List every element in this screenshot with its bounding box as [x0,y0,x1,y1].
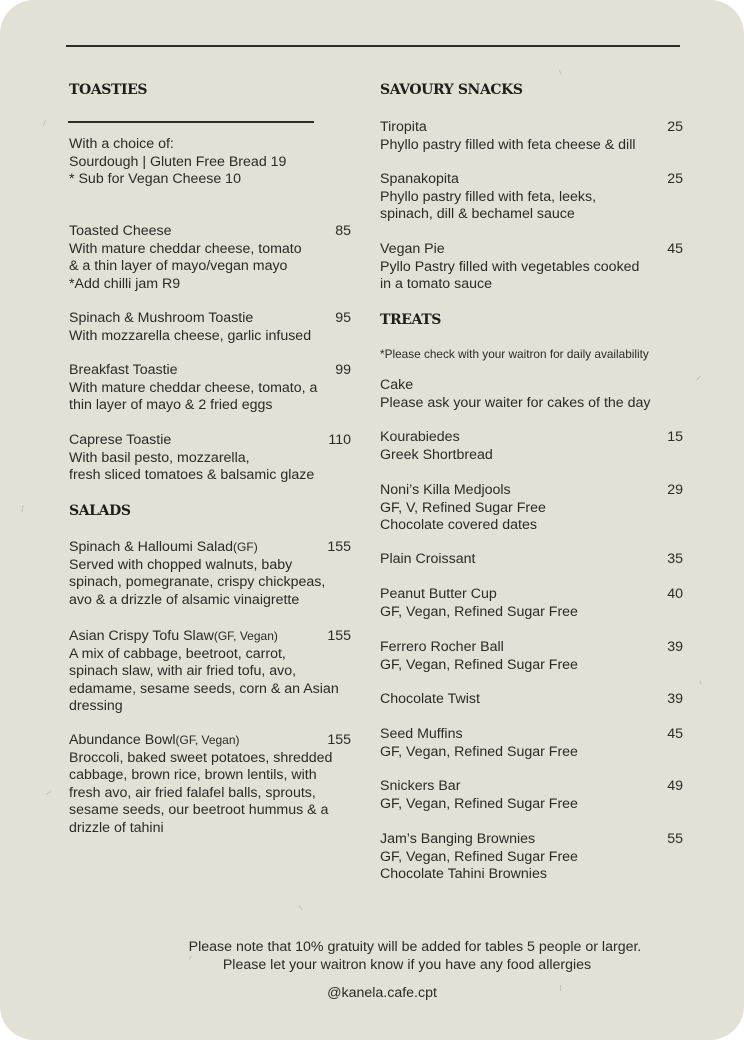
item-price: 29 [667,482,683,498]
item-price: 110 [328,432,351,448]
item-desc: spinach slaw, with air fried tofu, avo, [69,663,297,679]
item-price: 39 [667,691,683,707]
treats-heading: TREATS [380,312,441,328]
item-price: 25 [667,119,683,135]
salads-heading: SALADS [69,503,131,519]
toasties-rule [68,121,314,123]
item-name: Breakfast Toastie [69,362,178,378]
item-desc: *Add chilli jam R9 [69,275,181,292]
item-desc: Phyllo pastry filled with feta cheese & dill [380,136,636,153]
item-desc: sesame seeds, our beetroot hummus & a [69,802,329,818]
item-name: Seed Muffins [380,726,463,742]
item-name: Cake [380,377,414,393]
item-desc: Phyllo pastry filled with feta, leeks, [380,188,597,205]
paper-fleck [46,791,52,795]
item-desc: With mature cheddar cheese, tomato [69,240,302,257]
item-price: 155 [327,732,351,748]
item-name: Spanakopita [380,171,459,187]
menu-item [380,586,683,621]
item-name: Peanut Butter Cup [380,586,497,602]
item-price: 40 [667,586,683,602]
menu-item [69,223,351,293]
item-desc: Please ask your waiter for cakes of the day [380,394,651,411]
item-desc: GF, Vegan, Refined Sugar Free [380,743,578,760]
item-name: Spinach & Mushroom Toastie [69,310,254,326]
item-name: Caprese Toastie [69,432,172,448]
item-name: Vegan Pie [380,241,445,257]
top-rule [66,45,680,47]
instagram-handle[interactable]: @kanela.cafe.cpt [327,985,437,1001]
menu-item [380,551,683,569]
allergy-note: Please let your waitron know if you have any food allergies [222,957,592,973]
menu-item [380,778,683,813]
item-name: Ferrero Rocher Ball [380,639,504,655]
item-name: Kourabiedes [380,429,460,445]
item-desc: GF, Vegan, Refined Sugar Free [380,656,578,673]
paper-fleck [696,376,701,381]
item-desc: With mature cheddar cheese, tomato, a [69,379,318,396]
paper-fleck [299,905,303,909]
paper-fleck [559,70,562,75]
paper-fleck [43,120,46,126]
intro-line: With a choice of: [69,136,174,152]
toasties-heading: TOASTIES [69,82,148,98]
item-name: Asian Crispy Tofu Slaw [69,628,214,644]
item-name: Spinach & Halloumi Salad [69,539,234,555]
menu-item [380,429,683,464]
item-desc: Greek Shortbread [380,446,493,463]
item-desc: Served with chopped walnuts, baby [69,556,293,573]
item-price: 49 [667,778,683,794]
item-tag: (GF) [233,540,258,554]
item-desc: drizzle of tahini [69,819,164,836]
item-price: 25 [667,171,683,187]
item-name-row [69,539,351,557]
menu-item [380,639,683,674]
item-desc: Chocolate Tahini Brownies [380,866,547,882]
item-desc: thin layer of mayo & 2 fried eggs [69,397,273,413]
item-desc: & a thin layer of mayo/vegan mayo [69,258,288,274]
intro-line: * Sub for Vegan Cheese 10 [69,171,241,187]
menu-item [380,377,683,412]
item-name: Abundance Bowl [69,732,176,748]
toasties-intro [69,136,286,189]
menu-item [380,831,683,884]
item-tag: (GF, Vegan) [213,629,278,643]
menu-item [69,628,351,716]
item-name: Jam’s Banging Brownies [380,831,536,847]
item-desc: Chocolate covered dates [380,517,537,533]
item-desc: fresh avo, air fried falafel balls, sprouts, [69,784,316,801]
item-price: 155 [327,628,351,644]
item-price: 35 [667,551,683,567]
menu-item [380,726,683,761]
item-price: 39 [667,639,683,655]
item-price: 155 [327,539,351,555]
item-desc: in a tomato sauce [380,276,492,292]
item-desc: spinach, dill & bechamel sauce [380,206,575,222]
item-desc: GF, Vegan, Refined Sugar Free [380,603,578,620]
savoury-heading: SAVOURY SNACKS [380,82,523,98]
item-price: 55 [667,831,683,847]
item-desc: avo & a drizzle of alsamic vinaigrette [69,591,300,608]
item-tag: (GF, Vegan) [175,733,240,747]
menu-item [380,241,683,294]
menu-item [380,119,683,154]
menu-item [69,432,351,485]
item-desc: dressing [69,698,123,714]
menu-item [380,171,683,224]
item-desc: spinach, pomegranate, crispy chickpeas, [69,574,326,590]
item-desc: GF, V, Refined Sugar Free [380,499,546,516]
item-desc: A mix of cabbage, beetroot, carrot, [69,645,286,662]
item-name: Tiropita [380,119,427,135]
item-desc: Pyllo Pastry filled with vegetables cooked [380,258,640,275]
item-desc: edamame, sesame seeds, corn & an Asian [69,680,339,697]
menu-item [69,539,351,609]
item-price: 45 [667,726,683,742]
item-name-row [69,732,351,750]
item-desc: With basil pesto, mozzarella, [69,449,250,466]
gratuity-note: Please note that 10% gratuity will be added for tables 5 people or larger. [188,939,642,955]
item-price: 85 [335,223,351,239]
treats-note: *Please check with your waitron for daily availability [380,347,649,361]
item-price: 45 [667,241,683,257]
item-desc: GF, Vegan, Refined Sugar Free [380,848,578,865]
intro-line: Sourdough | Gluten Free Bread 19 [69,153,287,170]
paper-fleck [21,505,23,512]
menu-item [380,691,683,709]
item-price: 95 [335,310,351,326]
item-price: 15 [667,429,683,445]
item-desc: fresh sliced tomatoes & balsamic glaze [69,467,315,483]
item-name: Chocolate Twist [380,691,480,707]
menu-item [69,732,351,837]
item-price: 99 [335,362,351,378]
paper-fleck [699,680,701,685]
item-desc: GF, Vegan, Refined Sugar Free [380,795,578,812]
item-desc: With mozzarella cheese, garlic infused [69,327,312,344]
item-desc: Broccoli, baked sweet potatoes, shredded [69,749,333,766]
menu-item [69,310,351,345]
item-name: Toasted Cheese [69,223,172,239]
menu-item [69,362,351,415]
item-name-row [69,628,351,646]
menu-item [380,482,683,535]
item-desc: cabbage, brown rice, brown lentils, with [69,767,317,783]
item-name: Plain Croissant [380,551,476,567]
item-name: Noni’s Killa Medjools [380,482,511,498]
item-name: Snickers Bar [380,778,461,794]
